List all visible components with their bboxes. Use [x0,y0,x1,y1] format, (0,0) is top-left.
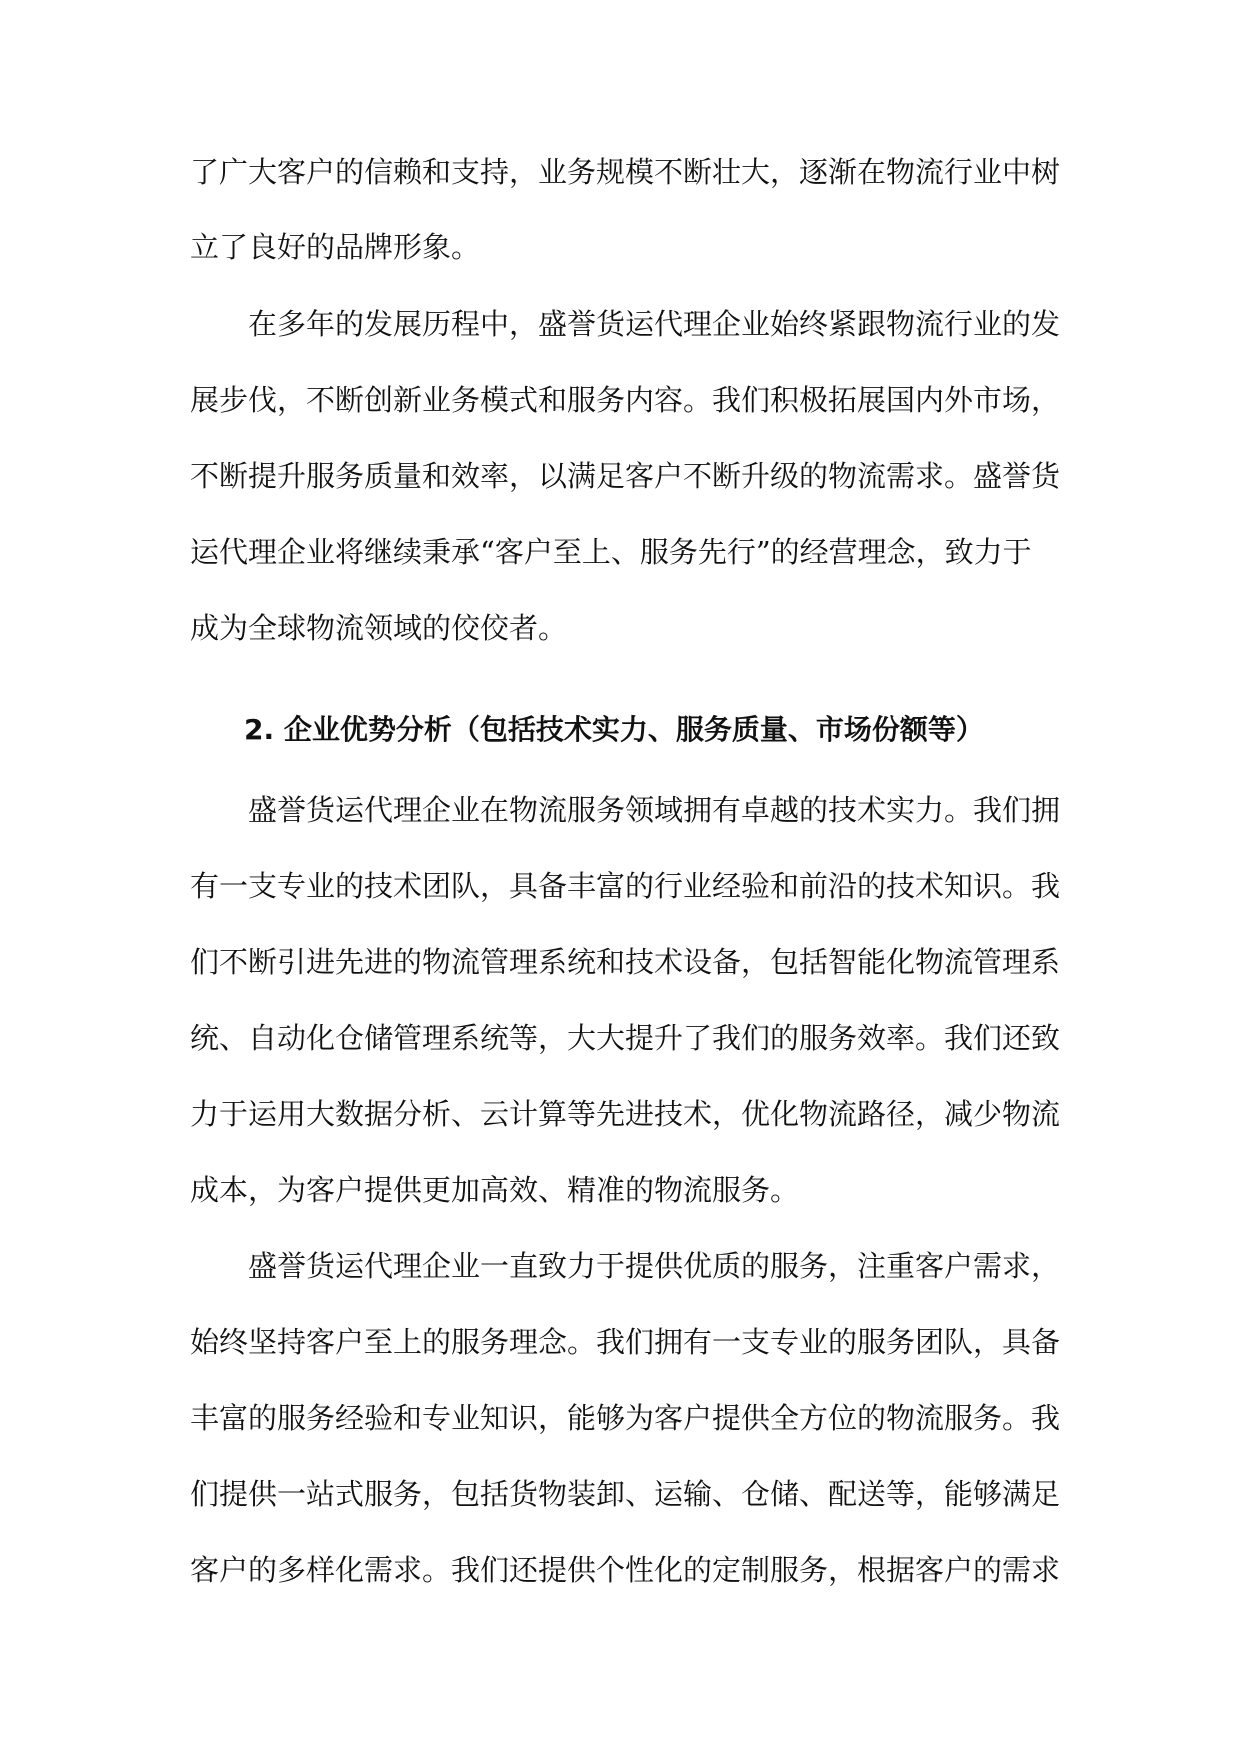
text-line: 力于运用大数据分析、云计算等先进技术，优化物流路径，减少物流 [190,1097,1060,1131]
section-heading: 2. 企业优势分析（包括技术实力、服务质量、市场份额等） [244,713,984,746]
text-line: 立了良好的品牌形象。 [190,230,481,264]
text-line: 有一支专业的技术团队，具备丰富的行业经验和前沿的技术知识。我 [190,869,1060,903]
text-line: 们不断引进先进的物流管理系统和技术设备，包括智能化物流管理系 [190,945,1060,979]
text-line: 们提供一站式服务，包括货物装卸、运输、仓储、配送等，能够满足 [190,1477,1060,1511]
paragraph-first-line: 盛誉货运代理企业在物流服务领域拥有卓越的技术实力。我们拥 [248,793,1060,827]
text-line: 运代理企业将继续秉承“客户至上、服务先行”的经营理念，致力于 [190,535,1032,569]
paragraph-first-line: 在多年的发展历程中，盛誉货运代理企业始终紧跟物流行业的发 [248,307,1060,341]
text-line: 统、自动化仓储管理系统等，大大提升了我们的服务效率。我们还致 [190,1021,1060,1055]
text-line: 了广大客户的信赖和支持，业务规模不断壮大，逐渐在物流行业中树 [190,155,1060,189]
text-line: 成为全球物流领域的佼佼者。 [190,611,568,645]
paragraph-first-line: 盛誉货运代理企业一直致力于提供优质的服务，注重客户需求， [248,1249,1060,1283]
text-line: 始终坚持客户至上的服务理念。我们拥有一支专业的服务团队，具备 [190,1325,1060,1359]
text-line: 丰富的服务经验和专业知识，能够为客户提供全方位的物流服务。我 [190,1401,1060,1435]
text-line: 展步伐，不断创新业务模式和服务内容。我们积极拓展国内外市场， [190,383,1060,417]
text-line: 成本，为客户提供更加高效、精准的物流服务。 [190,1173,800,1207]
text-line: 不断提升服务质量和效率，以满足客户不断升级的物流需求。盛誉货 [190,459,1060,493]
text-line: 客户的多样化需求。我们还提供个性化的定制服务，根据客户的需求 [190,1553,1060,1587]
